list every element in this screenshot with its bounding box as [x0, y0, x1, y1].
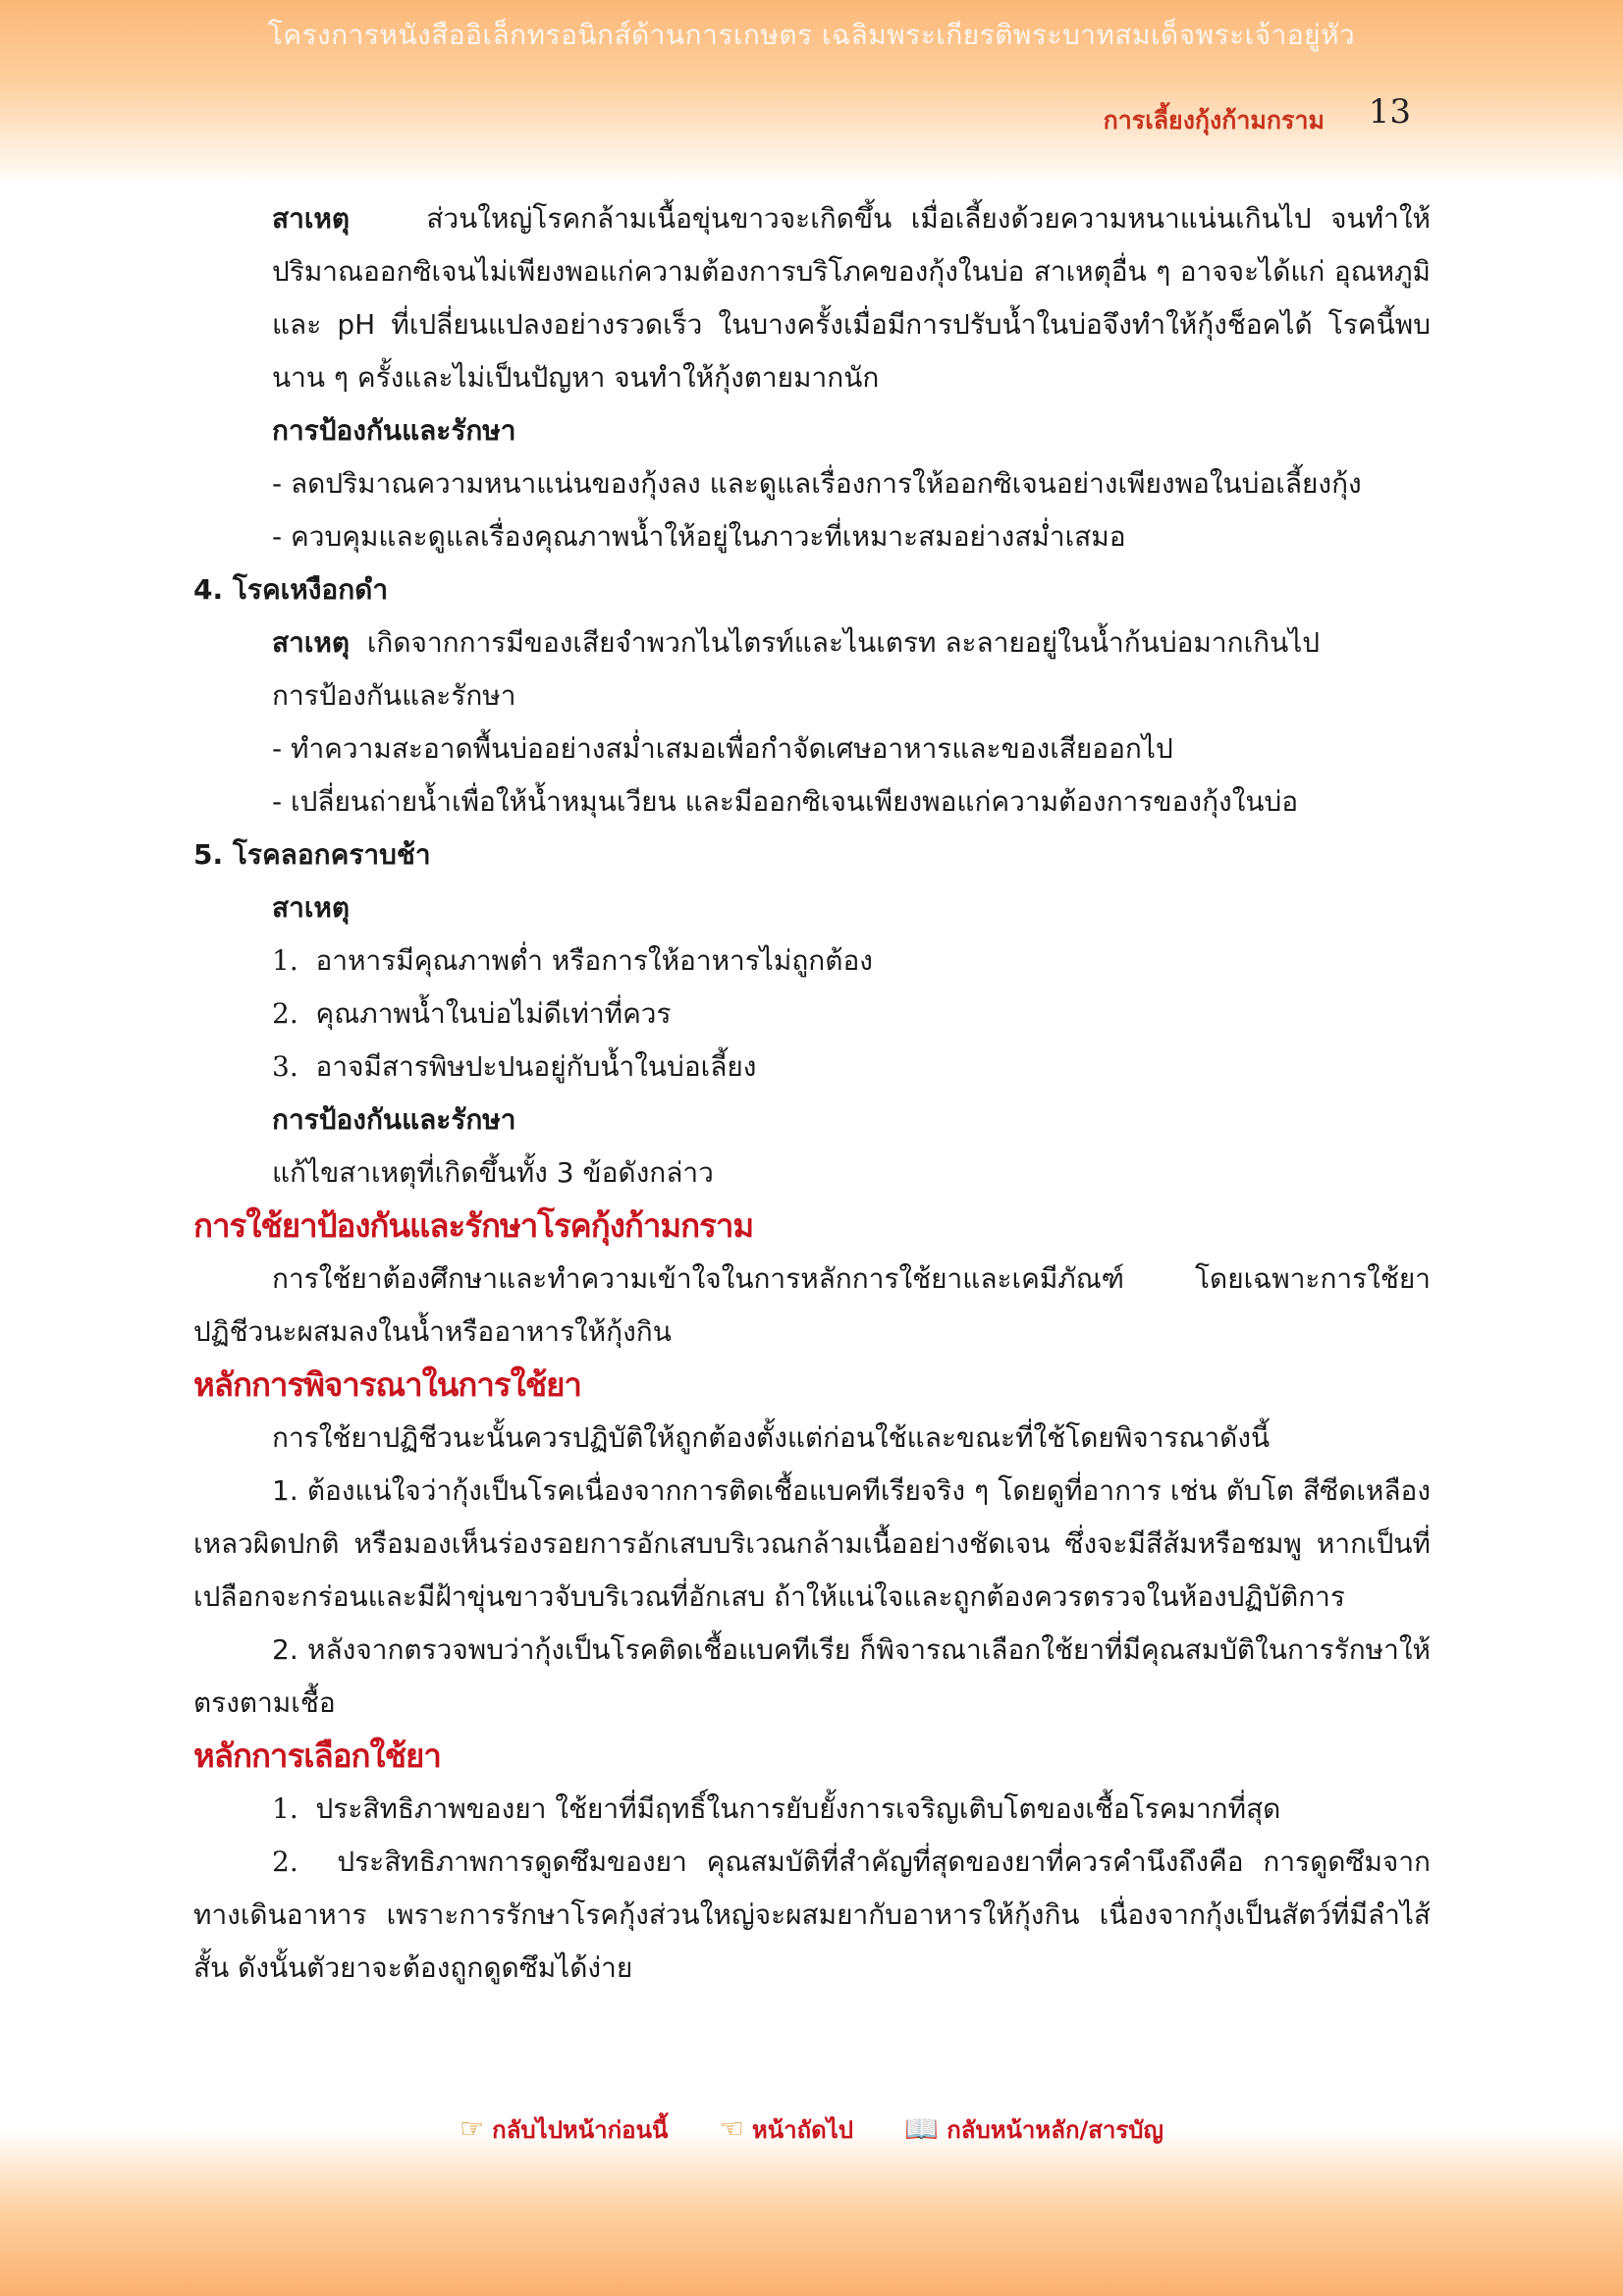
- hand-pointing-icon: ☞: [460, 2112, 485, 2145]
- open-book-icon: 📖: [904, 2112, 940, 2145]
- prev-page-link[interactable]: [460, 2110, 668, 2149]
- s4-cause-label: สาเหตุ: [272, 626, 351, 659]
- prev-page-label: กลับไปหน้าก่อนนี้: [492, 2116, 669, 2144]
- item-text: อาหารมีคุณภาพต่ำ หรือการให้อาหารไม่ถูกต้อง: [315, 944, 873, 977]
- s4-item: - เปลี่ยนถ่ายน้ำเพื่อให้น้ำหมุนเวียน และมีออกซิเจนเพียงพอแก่ความต้องการของกุ้งในบ่อ: [272, 785, 1299, 818]
- s5-prevention-text: แก้ไขสาเหตุที่เกิดขึ้นทั้ง 3 ข้อดังกล่าว: [272, 1156, 714, 1189]
- cause-paragraph: [193, 192, 1431, 404]
- page-number: 13: [1368, 92, 1411, 132]
- next-page-label: หน้าถัดไป: [751, 2116, 853, 2144]
- heading-selection: หลักการเลือกใช้ยา: [193, 1736, 441, 1775]
- item-number: 3.: [272, 1050, 298, 1083]
- consideration-item: 2. หลังจากตรวจพบว่ากุ้งเป็นโรคติดเชื้อแบคทีเรีย ก็พิจารณาเลือกใช้ยาที่มีคุณสมบัติในการรักษาให้ตรงตามเชื้อ: [193, 1633, 1431, 1719]
- project-title: โครงการหนังสืออิเล็กทรอนิกส์ด้านการเกษตร เฉลิมพระเกียรติพระบาทสมเด็จพระเจ้าอยู่หัว: [267, 19, 1356, 51]
- cause-label: สาเหตุ: [272, 202, 351, 235]
- s5-cause-item: [193, 988, 1431, 1041]
- hand-pointing-icon: ☜: [719, 2112, 744, 2145]
- footer-band: [0, 2129, 1623, 2296]
- section-4-title: 4. โรคเหงือกดำ: [193, 573, 389, 606]
- s4-item: - ทำความสะอาดพื้นบ่ออย่างสม่ำเสมอเพื่อกำจัดเศษอาหารและของเสียออกไป: [272, 732, 1173, 765]
- s4-prevention-heading: การป้องกันและรักษา: [272, 679, 516, 712]
- s5-cause-item: [193, 1041, 1431, 1094]
- prevention-item: - ลดปริมาณความหนาแน่นของกุ้งลง และดูแลเรื่องการให้ออกซิเจนอย่างเพียงพอในบ่อเลี้ยงกุ้ง: [272, 467, 1362, 500]
- considerations-intro: การใช้ยาปฏิชีวนะนั้นควรปฏิบัติให้ถูกต้องตั้งแต่ก่อนใช้และขณะที่ใช้โดยพิจารณาดังนี้: [272, 1421, 1271, 1454]
- next-page-link[interactable]: [720, 2110, 853, 2149]
- heading-considerations: หลักการพิจารณาในการใช้ยา: [193, 1365, 581, 1404]
- s5-cause-label: สาเหตุ: [272, 891, 351, 924]
- s5-prevention-heading: การป้องกันและรักษา: [272, 1103, 516, 1136]
- item-number: 2.: [272, 1845, 298, 1878]
- s4-cause: [193, 616, 1431, 669]
- home-toc-link[interactable]: [904, 2110, 1163, 2149]
- item-text: คุณภาพน้ำในบ่อไม่ดีเท่าที่ควร: [315, 997, 672, 1030]
- running-head: การเลี้ยงกุ้งก้ามกราม: [1103, 106, 1325, 134]
- drug-use-paragraph: การใช้ยาต้องศึกษาและทำความเข้าใจในการหลักการใช้ยาและเคมีภัณฑ์ โดยเฉพาะการใช้ยาปฏิชีวนะผสมลงในน้ำหรืออาหารให้กุ้งกิน: [193, 1262, 1431, 1348]
- prevention-item: - ควบคุมและดูแลเรื่องคุณภาพน้ำให้อยู่ในภาวะที่เหมาะสมอย่างสม่ำเสมอ: [272, 520, 1126, 553]
- prevention-heading: การป้องกันและรักษา: [272, 414, 516, 447]
- home-toc-label: กลับหน้าหลัก/สารบัญ: [947, 2116, 1163, 2144]
- heading-drug-use: การใช้ยาป้องกันและรักษาโรคกุ้งก้ามกราม: [193, 1206, 754, 1245]
- selection-item: [193, 1783, 1431, 1836]
- s5-cause-item: [193, 934, 1431, 988]
- selection-item: [193, 1836, 1431, 1995]
- item-text: ประสิทธิภาพของยา ใช้ยาที่มีฤทธิ์ในการยับยั้งการเจริญเติบโตของเชื้อโรคมากที่สุด: [315, 1792, 1281, 1825]
- item-text: ประสิทธิภาพการดูดซึมของยา คุณสมบัติที่สำคัญที่สุดของยาที่ควรคำนึงถึงคือ การดูดซึมจากทางเดินอาหาร เพราะการรักษาโรคกุ้งส่วนใหญ่จะผสมยากับอาหารให้กุ้งกิน เนื่องจากกุ้งเป็นสัตว์ที่มีลำไส้สั้น ดังนั้นตัวยาจะต้องถูกดูดซึมได้ง่าย: [193, 1845, 1431, 1984]
- cause-text: ส่วนใหญ่โรคกล้ามเนื้อขุ่นขาวจะเกิดขึ้น เมื่อเลี้ยงด้วยความหนาแน่นเกินไป จนทำให้ปริมาณออกซิเจนไม่เพียงพอแก่ความต้องการบริโภคของกุ้งในบ่อ สาเหตุอื่น ๆ อาจจะได้แก่ อุณหภูมิ และ pH ที่เปลี่ยนแปลงอย่างรวดเร็ว ในบางครั้งเมื่อมีการปรับน้ำในบ่อจึงทำให้กุ้งช็อคได้ โรคนี้พบนาน ๆ ครั้งและไม่เป็นปัญหา จนทำให้กุ้งตายมากนัก: [272, 202, 1431, 394]
- page-content: [193, 192, 1431, 1995]
- item-number: 1.: [272, 1792, 298, 1825]
- item-number: 2.: [272, 997, 298, 1030]
- item-number: 1.: [272, 944, 298, 977]
- consideration-item: 1. ต้องแน่ใจว่ากุ้งเป็นโรคเนื่องจากการติดเชื้อแบคทีเรียจริง ๆ โดยดูที่อาการ เช่น ตับโต สีซีดเหลืองเหลวผิดปกติ หรือมองเห็นร่องรอยการอักเสบบริเวณกล้ามเนื้ออย่างชัดเจน ซึ่งจะมีสีส้มหรือชมพู หากเป็นที่เปลือกจะกร่อนและมีฝ้าขุ่นขาวจับบริเวณที่อักเสบ ถ้าให้แน่ใจและถูกต้องควรตรวจในห้องปฏิบัติการ: [193, 1474, 1431, 1613]
- item-text: อาจมีสารพิษปะปนอยู่กับน้ำในบ่อเลี้ยง: [315, 1050, 757, 1083]
- section-5-title: 5. โรคลอกคราบช้า: [193, 838, 431, 871]
- s4-cause-text: เกิดจากการมีของเสียจำพวกไนไตรท์และไนเตรท ละลายอยู่ในน้ำก้นบ่อมากเกินไป: [366, 626, 1321, 659]
- footer-navigation: [0, 2110, 1623, 2149]
